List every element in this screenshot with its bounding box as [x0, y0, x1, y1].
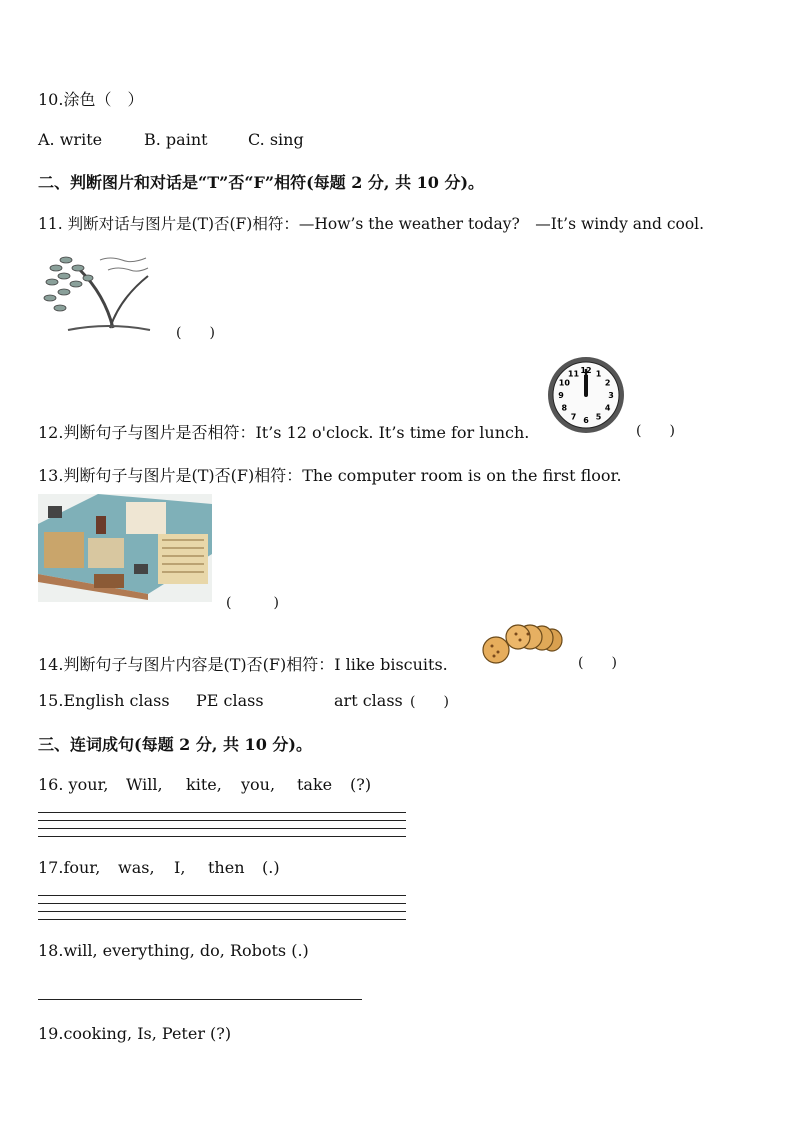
clock-icon [546, 355, 626, 435]
q16-word: you, [241, 775, 276, 794]
q15-item-english: 15.English class [38, 691, 170, 710]
q16-word: (?) [350, 775, 372, 794]
clock-numeral: 2 [604, 378, 611, 388]
option-a: A. write [38, 130, 103, 149]
q17-word: then [208, 858, 245, 877]
clock-numeral: 1 [595, 369, 602, 379]
clock-numeral: 8 [561, 403, 568, 413]
clock-numeral: 6 [583, 416, 589, 425]
question-10: 10.涂色（ ） [38, 90, 144, 109]
answer-blank-11[interactable]: ( ) [176, 325, 215, 341]
clock-numeral: 9 [558, 391, 564, 400]
clock-numeral: 7 [570, 412, 577, 422]
clock-numeral: 10 [558, 378, 570, 388]
writing-line[interactable] [38, 820, 406, 821]
writing-line[interactable] [38, 919, 406, 920]
answer-blank-14[interactable]: ( ) [578, 655, 617, 671]
q17-word: (.) [262, 858, 280, 877]
school-building-icon [38, 494, 212, 602]
writing-line[interactable] [38, 903, 406, 904]
clock-numeral: 12 [580, 366, 592, 375]
q17-word: 17.four, [38, 858, 101, 877]
question-11: 11. 判断对话与图片是(T)否(F)相符：—How’s the weather today? —It’s windy and cool. [38, 215, 705, 233]
question-19: 19.cooking, Is, Peter (?) [38, 1024, 232, 1043]
writing-line[interactable] [38, 812, 406, 813]
option-c: C. sing [248, 130, 304, 149]
q16-word: 16. your, [38, 775, 109, 794]
answer-blank-12[interactable]: ( ) [636, 423, 675, 439]
question-18: 18.will, everything, do, Robots (.) [38, 941, 309, 960]
writing-line[interactable] [38, 836, 406, 837]
clock-numeral: 4 [604, 403, 611, 413]
section-2-heading: 二、判断图片和对话是“T”否“F”相符(每题 2 分, 共 10 分)。 [38, 173, 485, 192]
clock-numeral: 3 [608, 391, 614, 400]
q15-item-art: art class [334, 691, 403, 710]
q16-word: take [297, 775, 333, 794]
writing-line[interactable] [38, 895, 406, 896]
q16-word: Will, [126, 775, 163, 794]
windy-tree-icon [38, 248, 158, 334]
option-b: B. paint [144, 130, 208, 149]
q17-word: I, [174, 858, 186, 877]
writing-line[interactable] [38, 828, 406, 829]
clock-numeral: 11 [567, 369, 580, 379]
writing-line[interactable] [38, 911, 406, 912]
section-3-heading: 三、连词成句(每题 2 分, 共 10 分)。 [38, 735, 312, 754]
q17-word: was, [118, 858, 155, 877]
q15-item-pe: PE class [196, 691, 264, 710]
biscuits-icon [482, 624, 566, 668]
question-14: 14.判断句子与图片内容是(T)否(F)相符：I like biscuits. [38, 655, 448, 674]
answer-blank-15[interactable]: ( ) [410, 694, 449, 710]
question-13: 13.判断句子与图片是(T)否(F)相符：The computer room is on the first floor. [38, 466, 622, 485]
question-12: 12.判断句子与图片是否相符：It’s 12 o'clock. It’s time for lunch. [38, 423, 530, 442]
q16-word: kite, [186, 775, 222, 794]
answer-blank-13[interactable]: ( ) [226, 595, 279, 611]
clock-numeral: 5 [595, 412, 602, 422]
answer-line-18[interactable] [38, 999, 362, 1000]
